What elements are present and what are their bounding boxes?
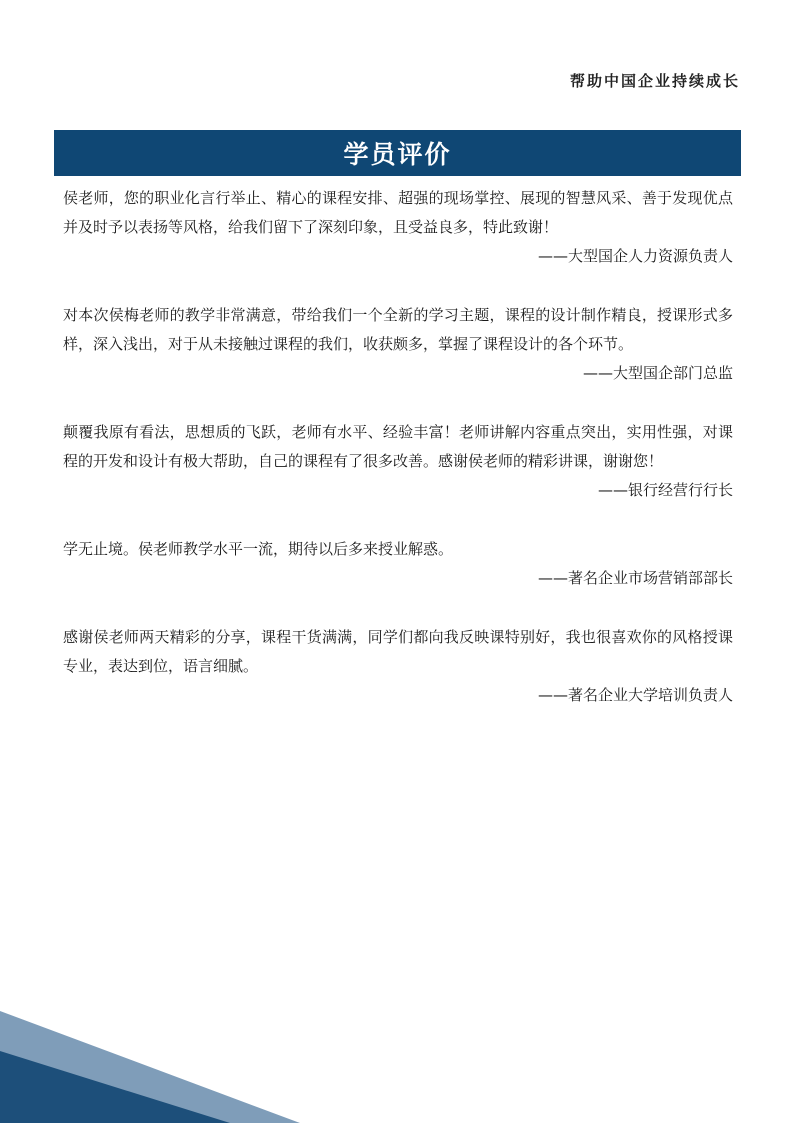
review-text: 对本次侯梅老师的教学非常满意，带给我们一个全新的学习主题，课程的设计制作精良，授课形式多样，深入浅出，对于从未接触过课程的我们，收获颇多，掌握了课程设计的各个环节。 [63,306,733,353]
review-source: ——大型国企人力资源负责人 [537,247,733,265]
review-text: 侯老师，您的职业化言行举止、精心的课程安排、超强的现场掌控、展现的智慧风采、善于发现优点并及时予以表扬等风格，给我们留下了深刻印象，且受益良多，特此致谢！ [63,189,733,236]
review-item [63,184,733,271]
review-text: 学无止境。侯老师教学水平一流，期待以后多来授业解惑。 [63,540,454,558]
review-item [63,418,733,505]
review-item [63,535,733,593]
review-text: 感谢侯老师两天精彩的分享，课程干货满满，同学们都向我反映课特别好，我也很喜欢你的风格授课专业，表达到位，语言细腻。 [63,628,733,675]
header-tagline: 帮助中国企业持续成长 [569,72,740,90]
corner-decoration [0,1011,300,1123]
section-title: 学员评价 [343,140,452,169]
review-text: 颠覆我原有看法，思想质的飞跃，老师有水平、经验丰富！老师讲解内容重点突出，实用性强，对课程的开发和设计有极大帮助，自己的课程有了很多改善。感谢侯老师的精彩讲课，谢谢您！ [63,423,733,470]
review-item [63,301,733,388]
review-source: ——著名企业大学培训负责人 [537,686,733,704]
section-banner [54,130,741,176]
review-item [63,623,733,710]
review-source: ——大型国企部门总监 [582,364,733,382]
review-source: ——银行经营行行长 [597,481,733,499]
reviews-list [63,184,733,740]
review-source: ——著名企业市场营销部部长 [537,569,733,587]
